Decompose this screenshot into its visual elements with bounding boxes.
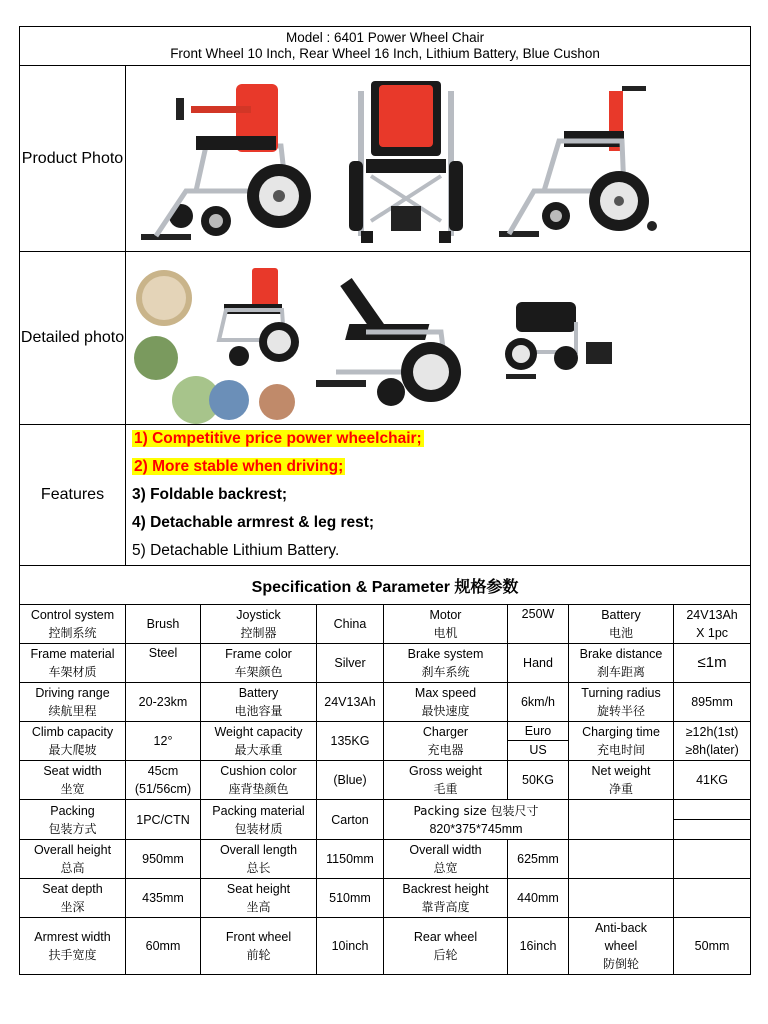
wheelchair-angle-image [494,76,664,241]
spec-label: Charger 充电器 [384,722,508,761]
spec-label: Seat width 坐宽 [20,761,126,800]
detailed-photo-strip [126,252,674,424]
features-list [126,425,751,566]
spec-label: Overall width 总宽 [384,840,508,879]
spec-label: Frame material 车架材质 [20,644,126,683]
spec-value: (Blue) [317,761,384,800]
model-title: Model : 6401 Power Wheel Chair [285,30,485,45]
spec-label: Gross weight 毛重 [384,761,508,800]
spec-label: Overall length 总长 [201,840,317,879]
spec-value: 41KG [674,761,751,800]
spec-empty [674,840,751,879]
spec-table [19,26,751,975]
spec-label: Packing size 包装尺寸 820*375*745mm [384,800,569,840]
spec-label: Max speed 最快速度 [384,683,508,722]
spec-label: Weight capacity 最大承重 [201,722,317,761]
spec-label: Overall height 总高 [20,840,126,879]
spec-value: 1150mm [317,840,384,879]
spec-value: 16inch [508,918,569,975]
model-header [20,27,751,66]
spec-label: Driving range 续航里程 [20,683,126,722]
spec-label: Motor 电机 [384,605,508,644]
spec-value: 250W [508,605,569,644]
spec-label: Rear wheel 后轮 [384,918,508,975]
spec-value: 20-23km [126,683,201,722]
spec-value: China [317,605,384,644]
spec-value: 950mm [126,840,201,879]
product-photo-strip [126,66,674,251]
spec-label: Backrest height 靠背高度 [384,879,508,918]
spec-label: Brake system 刹车系统 [384,644,508,683]
spec-value: 6km/h [508,683,569,722]
spec-label: Joystick 控制器 [201,605,317,644]
spec-label: Seat height 坐高 [201,879,317,918]
spec-value: 50KG [508,761,569,800]
feature-item: 5) Detachable Lithium Battery. [132,542,340,559]
spec-value: Hand [508,644,569,683]
spec-value: 50mm [674,918,751,975]
product-photos [126,66,751,252]
detailed-photo-label: Detailed photo [20,252,126,425]
lifestyle-collage-image [134,260,302,424]
spec-value: 24V13Ah [317,683,384,722]
spec-value: 435mm [126,879,201,918]
spec-label: Charging time 充电时间 [569,722,674,761]
spec-label: Control system 控制系统 [20,605,126,644]
spec-value: Silver [317,644,384,683]
spec-label: Battery 电池 [569,605,674,644]
spec-label: Battery 电池容量 [201,683,317,722]
spec-value: 12° [126,722,201,761]
model-subtitle: Front Wheel 10 Inch, Rear Wheel 16 Inch, Lithium Battery, Blue Cushon [170,46,600,61]
spec-value: 10inch [317,918,384,975]
spec-value: ≤1m [674,644,751,683]
spec-label: Net weight 净重 [569,761,674,800]
feature-item: 2) More stable when driving; [134,458,344,475]
spec-value: Steel [126,644,201,683]
spec-value: 440mm [508,879,569,918]
spec-title: Specification & Parameter 规格参数 [20,566,751,605]
spec-value: Brush [126,605,201,644]
spec-value: 60mm [126,918,201,975]
spec-value: 1PC/CTN [126,800,201,840]
spec-label: Seat depth 坐深 [20,879,126,918]
spec-label: Brake distance 刹车距离 [569,644,674,683]
spec-empty [674,800,751,840]
spec-value: 510mm [317,879,384,918]
spec-label: Packing material 包装材质 [201,800,317,840]
wheelchair-side-image [136,76,316,241]
feature-item: 4) Detachable armrest & leg rest; [132,514,375,531]
feature-item: 3) Foldable backrest; [132,486,288,503]
spec-label: Packing 包装方式 [20,800,126,840]
wheelchair-folded-image [496,292,626,392]
spec-value: 45cm (51/56cm) [126,761,201,800]
spec-label: Front wheel 前轮 [201,918,317,975]
spec-value: Carton [317,800,384,840]
spec-value: 895mm [674,683,751,722]
feature-item: 1) Competitive price power wheelchair; [134,430,422,447]
spec-label: Turning radius 旋转半径 [569,683,674,722]
spec-sheet [19,26,750,975]
spec-value: 24V13Ah X 1pc [674,605,751,644]
spec-empty [674,879,751,918]
spec-label: Climb capacity 最大爬坡 [20,722,126,761]
spec-label: Frame color 车架颜色 [201,644,317,683]
product-photo-label: Product Photo [20,66,126,252]
wheelchair-front-image [341,71,471,246]
wheelchair-reclined-image [306,262,471,417]
features-label: Features [20,425,126,566]
spec-value: ≥12h(1st) ≥8h(later) [674,722,751,761]
spec-label: Armrest width 扶手宽度 [20,918,126,975]
detailed-photos [126,252,751,425]
spec-value: Euro US [508,722,569,761]
spec-empty [569,800,674,840]
spec-empty [569,879,674,918]
spec-value: 135KG [317,722,384,761]
spec-label: Cushion color 座背垫颜色 [201,761,317,800]
spec-empty [569,840,674,879]
spec-value: 625mm [508,840,569,879]
spec-label: Anti-back wheel 防倒轮 [569,918,674,975]
